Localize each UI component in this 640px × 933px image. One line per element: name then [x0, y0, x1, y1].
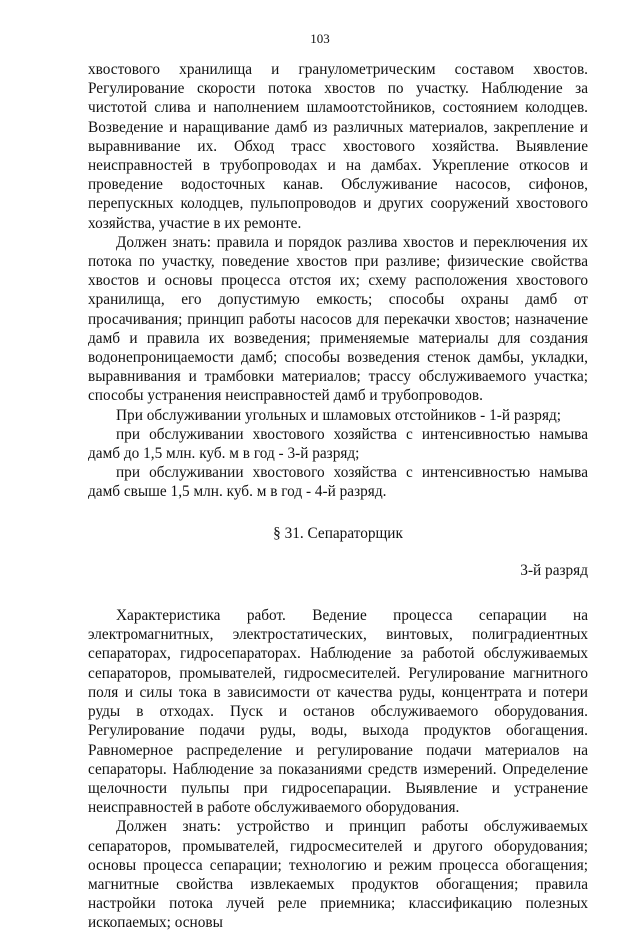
paragraph-must-know-tailings: Должен знать: правила и порядок разлива хвостов и переключения их потока по участку, поведение хвостов при разливе; физические свойства хвостов и основы процесса отстоя их; схему расположения хвостового хранилища, его допустимую емкость; способы охраны дамб от просачивания; принцип работы насосов для перекачки хвостов; назначение дамб и правила их возведения; применяемые материалы для создания водонепроницаемости дамб; способы возведения стенок дамбы, укладки, выравнивания и трамбовки материалов; трассу обслуживаемого участка; способы устранения неисправностей дамб и трубопроводов. [88, 233, 588, 405]
paragraph-grade-1: При обслуживании угольных и шламовых отстойников - 1-й разряд; [116, 406, 562, 424]
paragraph-grade-4: при обслуживании хвостового хозяйства с интенсивностью намыва дамб свыше 1,5 млн. куб. м в год - 4-й разряд. [88, 464, 588, 501]
paragraph-work-characteristics: Характеристика работ. Ведение процесса сепарации на электромагнитных, электростатических, винтовых, полиградиентных сепараторах, гидросепараторах. Наблюдение за работой обслуживаемых сепараторов, промывателей, гидросмесителей. Регулирование магнитного поля и силы тока в зависимости от качества руды, концентрата и потери руды в отходах. Пуск и останов обслуживаемого оборудования. Регулирование подачи руды, воды, выхода продуктов обогащения. Равномерное распределение и регулирование подачи материалов на сепараторы. Наблюдение за показаниями средств измерений. Определение щелочности пульпы при гидросепарации. Выявление и устранение неисправностей в работе обслуживаемого оборудования. [88, 607, 588, 817]
paragraph-grade-3: при обслуживании хвостового хозяйства с интенсивностью намыва дамб до 1,5 млн. куб. м в год - 3-й разряд; [88, 425, 588, 463]
page-number: 103 [310, 31, 330, 46]
grade-label: 3-й разряд [520, 561, 588, 579]
document-body [88, 60, 588, 933]
section-title: § 31. Сепараторщик [273, 524, 403, 542]
paragraph-tailings-duties: хвостового хранилища и гранулометрическим составом хвостов. Регулирование скорости потока хвостов по участку. Наблюдение за чистотой слива и наполнением шламоотстойников, состоянием колодцев. Возведение и наращивание дамб из различных материалов, закрепление и выравнивание их. Обход трасс хвостового хозяйства. Выявление неисправностей в трубопроводах и на дамбах. Укрепление откосов и проведение водосточных канав. Обслуживание насосов, сифонов, перепускных колодцев, пульпопроводов и других сооружений хвостового хозяйства, участие в их ремонте. [88, 61, 588, 232]
paragraph-must-know-separator: Должен знать: устройство и принцип работы обслуживаемых сепараторов, промывателей, гидросмесителей и другого оборудования; основы процесса сепарации; технологию и режим процесса обогащения; магнитные свойства извлекаемых продуктов обогащения; правила настройки потока лучей реле приемника; классификацию полезных ископаемых; основы [88, 818, 588, 932]
